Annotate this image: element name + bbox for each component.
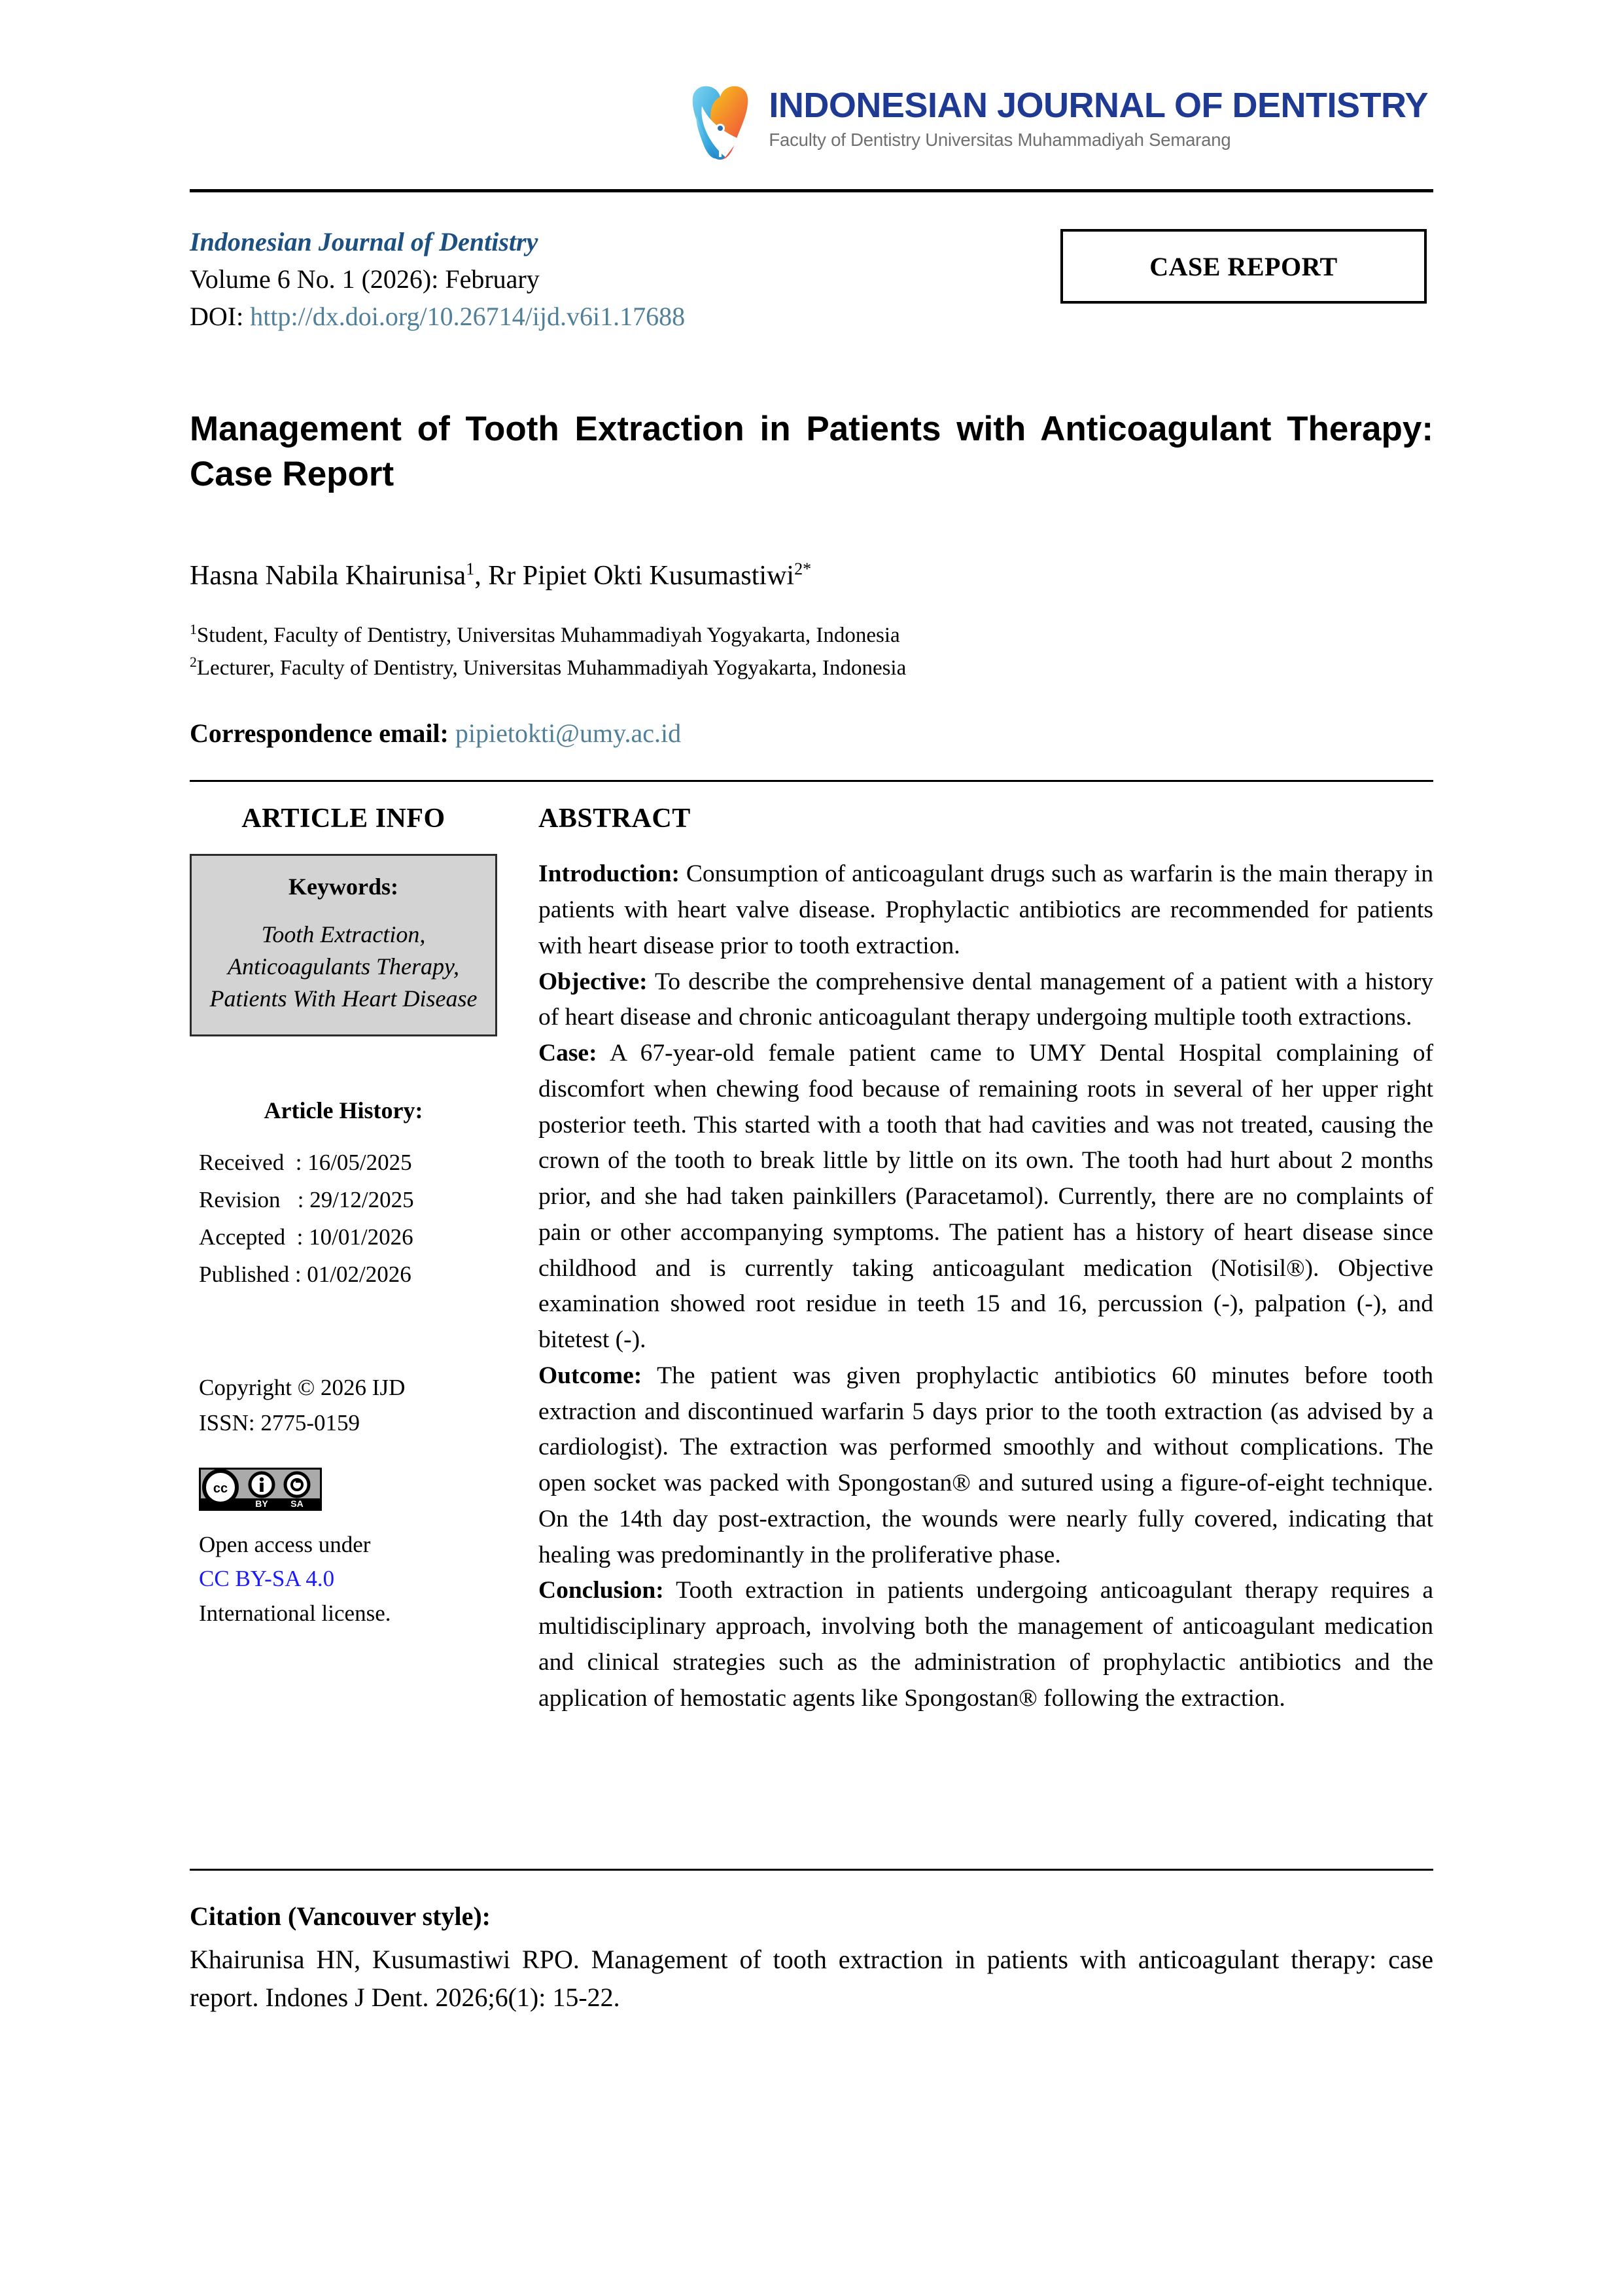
- abstract-text-conclusion: Tooth extraction in patients undergoing anticoagulant therapy requires a multidisciplinary approach, involving both the management of anticoagulant medication and clinical strategies such as the administration of prophylactic antibiotics and the application of hemostatic agents like Spongostan® following the extraction.: [538, 1577, 1433, 1712]
- doi-label: DOI:: [190, 301, 251, 331]
- history-label-received: Received :: [199, 1150, 308, 1176]
- license-tail: International license.: [199, 1600, 391, 1626]
- license-block: [190, 1528, 497, 1631]
- affiliation-1: [190, 619, 1433, 652]
- history-label-revision: Revision :: [199, 1187, 310, 1213]
- abstract-text-case: A 67-year-old female patient came to UMY Dental Hospital complaining of discomfort when chewing food because of remaining roots in several of her upper right posterior teeth. This started with a tooth that had cavities and was not treated, causing the crown of the tooth to break little by little on its own. The tooth had hurt about 2 months prior, and she had taken painkillers (Paracetamol). Currently, there are no complaints of pain or other accompanying symptoms. The patient has a history of heart disease since childhood and is currently taking anticoagulant medication (Notisil®). Objective examination showed root residue in teeth 15 and 16, percussion (-), palpation (-), and bitetest (-).: [538, 1040, 1433, 1354]
- abstract-text-objective: To describe the comprehensive dental management of a patient with a history of heart disease and chronic anticoagulant therapy undergoing multiple tooth extractions.: [538, 968, 1433, 1031]
- affiliation-1-text: Student, Faculty of Dentistry, Universitas Muhammadiyah Yogyakarta, Indonesia: [196, 623, 900, 647]
- author-list: [190, 558, 1433, 594]
- history-row-accepted: [199, 1218, 497, 1256]
- history-row-published: [199, 1256, 497, 1293]
- history-value-received: 16/05/2025: [307, 1150, 412, 1176]
- citation-section: [190, 1869, 1433, 2016]
- copyright-block: [190, 1370, 497, 1439]
- abstract-label-conclusion: Conclusion:: [538, 1577, 664, 1604]
- journal-info-row: [190, 224, 1433, 335]
- journal-title: Indonesian Journal of Dentistry: [190, 227, 538, 256]
- journal-info: [190, 224, 685, 335]
- history-row-received: [199, 1144, 497, 1181]
- logo-title: INDONESIAN JOURNAL OF DENTISTRY: [769, 85, 1428, 125]
- journal-logo: [689, 77, 1433, 161]
- logo-wordmark: [769, 85, 1428, 150]
- keywords-list: Tooth Extraction, Anticoagulants Therapy, Patients With Heart Disease: [209, 921, 478, 1012]
- article-info-heading: ARTICLE INFO: [241, 804, 445, 834]
- page-title: Management of Tooth Extraction in Patients with Anticoagulant Therapy: Case Report: [190, 410, 1433, 494]
- correspondence: [190, 718, 1433, 749]
- abstract-paragraph-conclusion: [538, 1573, 1433, 1716]
- affiliation-2: [190, 652, 1433, 684]
- history-value-published: 01/02/2026: [307, 1262, 411, 1288]
- affiliations: [190, 619, 1433, 684]
- abstract-section: [190, 782, 1433, 1716]
- abstract-label-objective: Objective:: [538, 968, 648, 995]
- keywords-box: [190, 854, 497, 1036]
- open-access-line: Open access under: [199, 1531, 371, 1557]
- masthead: [190, 0, 1433, 161]
- affiliation-1-marker: 1: [190, 621, 197, 637]
- article-type-label: CASE REPORT: [1149, 251, 1338, 281]
- cc-by-sa-badge-icon[interactable]: [199, 1468, 322, 1511]
- abstract-text-introduction: Consumption of anticoagulant drugs such as warfarin is the main therapy in patients with heart valve disease. Prophylactic antibiotics are recommended for patients with heart disease prior to tooth extraction.: [538, 860, 1433, 959]
- history-value-revision: 29/12/2025: [309, 1187, 414, 1213]
- history-row-revision: [199, 1181, 497, 1218]
- svg-text:cc: cc: [213, 1481, 228, 1496]
- license-link[interactable]: CC BY-SA 4.0: [199, 1566, 335, 1592]
- abstract-label-introduction: Introduction:: [538, 860, 680, 888]
- author-separator: , Rr Pipiet Okti Kusumastiwi: [474, 561, 795, 592]
- article-type-badge: [1060, 229, 1427, 304]
- history-label-published: Published :: [199, 1262, 307, 1288]
- history-label-accepted: Accepted :: [199, 1224, 309, 1250]
- citation-title: Citation (Vancouver style):: [190, 1901, 491, 1931]
- article-history-list: [190, 1144, 497, 1293]
- history-value-accepted: 10/01/2026: [309, 1224, 413, 1250]
- abstract-body: [538, 857, 1433, 1716]
- abstract-paragraph-objective: [538, 964, 1433, 1036]
- abstract-label-case: Case:: [538, 1040, 597, 1067]
- divider-top: [190, 189, 1433, 192]
- author-1-affil-marker: 1: [466, 559, 475, 579]
- doi-link[interactable]: http://dx.doi.org/10.26714/ijd.v6i1.17688: [250, 301, 686, 331]
- author-2-affil-marker: 2*: [794, 559, 812, 579]
- journal-issue: Volume 6 No. 1 (2026): February: [190, 264, 540, 294]
- abstract-column: [497, 782, 1433, 1716]
- svg-text:SA: SA: [290, 1498, 304, 1509]
- author-1: Hasna Nabila Khairunisa: [190, 561, 466, 592]
- affiliation-2-marker: 2: [190, 654, 197, 670]
- issn-line: ISSN: 2775-0159: [199, 1409, 360, 1436]
- doi-line: [190, 298, 685, 336]
- abstract-paragraph-case: [538, 1036, 1433, 1358]
- abstract-label-outcome: Outcome:: [538, 1362, 642, 1389]
- citation-text: Khairunisa HN, Kusumastiwi RPO. Management of tooth extraction in patients with anticoagulant therapy: case report. Indones J Dent. 2026;6(1): 15-22.: [190, 1945, 1433, 2012]
- affiliation-2-text: Lecturer, Faculty of Dentistry, Universitas Muhammadiyah Yogyakarta, Indonesia: [196, 656, 907, 680]
- copyright-line: Copyright © 2026 IJD: [199, 1375, 406, 1401]
- svg-text:BY: BY: [255, 1498, 268, 1509]
- tooth-heart-logo-icon: [689, 77, 752, 161]
- logo-subtitle: Faculty of Dentistry Universitas Muhammadiyah Semarang: [769, 130, 1231, 150]
- divider-citation: [190, 1869, 1433, 1871]
- article-info-column: [190, 782, 497, 1716]
- correspondence-email[interactable]: pipietokti@umy.ac.id: [455, 718, 682, 749]
- correspondence-label: Correspondence email:: [190, 718, 455, 749]
- abstract-heading: ABSTRACT: [538, 804, 691, 834]
- article-history-title: Article History:: [264, 1097, 423, 1124]
- keywords-title: Keywords:: [288, 874, 398, 900]
- abstract-text-outcome: The patient was given prophylactic antibiotics 60 minutes before tooth extraction and discontinued warfarin 5 days prior to the tooth extraction (as advised by a cardiologist). The extraction was performed smoothly and without complications. The open socket was packed with Spongostan® and sutured using a figure-of-eight technique. On the 14th day post-extraction, the wounds were nearly fully covered, indicating that healing was predominantly in the proliferative phase.: [538, 1362, 1433, 1568]
- abstract-paragraph-outcome: [538, 1358, 1433, 1574]
- abstract-paragraph-introduction: [538, 857, 1433, 964]
